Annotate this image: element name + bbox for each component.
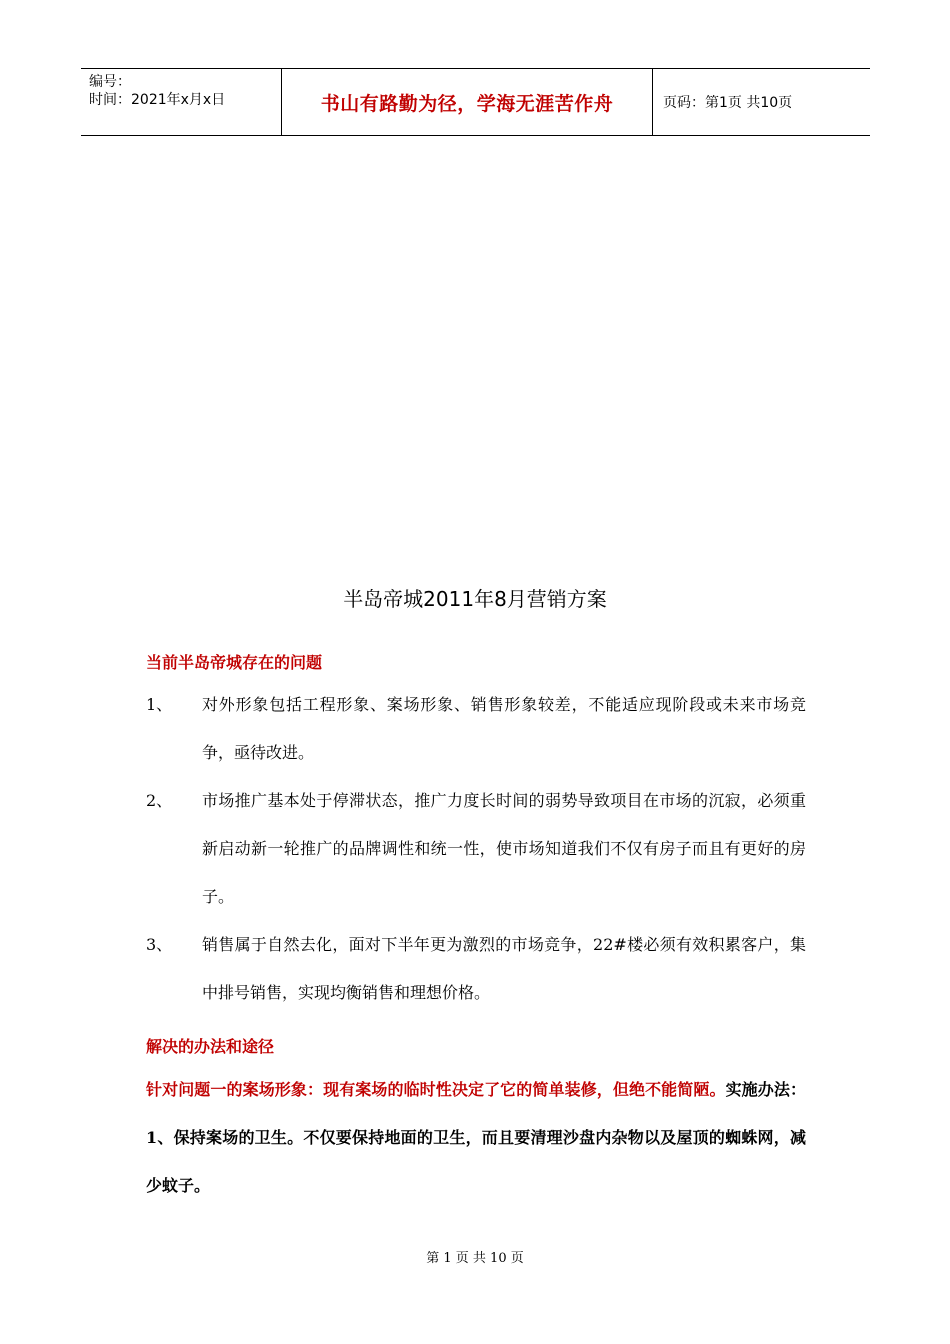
header-motto: 书山有路勤为径，学海无涯苦作舟 <box>281 69 653 135</box>
document-title: 半岛帝城2011年8月营销方案 <box>343 587 607 611</box>
list-item-number: 3、 <box>146 935 173 954</box>
header-table <box>81 68 870 136</box>
list-item <box>146 777 806 921</box>
header-meta <box>81 69 281 135</box>
list-item-text: 对外形象包括工程形象、案场形象、销售形象较差，不能适应现阶段或未来市场竞争，亟待改进。 <box>202 695 806 762</box>
header-page-code: 页码：第1页 共10页 <box>663 95 793 111</box>
list-item-text: 市场推广基本处于停滞状态，推广力度长时间的弱势导致项目在市场的沉寂，必须重新启动新一轮推广的品牌调性和统一性，使市场知道我们不仅有房子而且有更好的房子。 <box>202 791 806 906</box>
solution-problem-statement: 针对问题一的案场形象：现有案场的临时性决定了它的简单装修，但绝不能简陋。 <box>146 1080 726 1099</box>
list-item <box>146 681 806 777</box>
list-item-number: 1、 <box>146 695 173 714</box>
section-heading-solutions: 解决的办法和途径 <box>146 1037 275 1056</box>
solution-implementation: 实施办法：1、保持案场的卫生。不仅要保持地面的卫生，而且要清理沙盘内杂物以及屋顶的蜘蛛网，减少蚊子。 <box>146 1080 806 1195</box>
list-item-number: 2、 <box>146 791 173 810</box>
document-number-label: 编号： <box>89 74 131 90</box>
list-item <box>146 921 806 1017</box>
document-time-label: 时间：2021年x月x日 <box>89 92 226 108</box>
section-heading-problems: 当前半岛帝城存在的问题 <box>146 653 323 672</box>
list-item-text: 销售属于自然去化，面对下半年更为激烈的市场竞争，22#楼必须有效积累客户，集中排号销售，实现均衡销售和理想价格。 <box>202 935 806 1002</box>
page-footer: 第 1 页 共 10 页 <box>426 1251 524 1266</box>
solution-paragraph <box>146 1066 806 1210</box>
